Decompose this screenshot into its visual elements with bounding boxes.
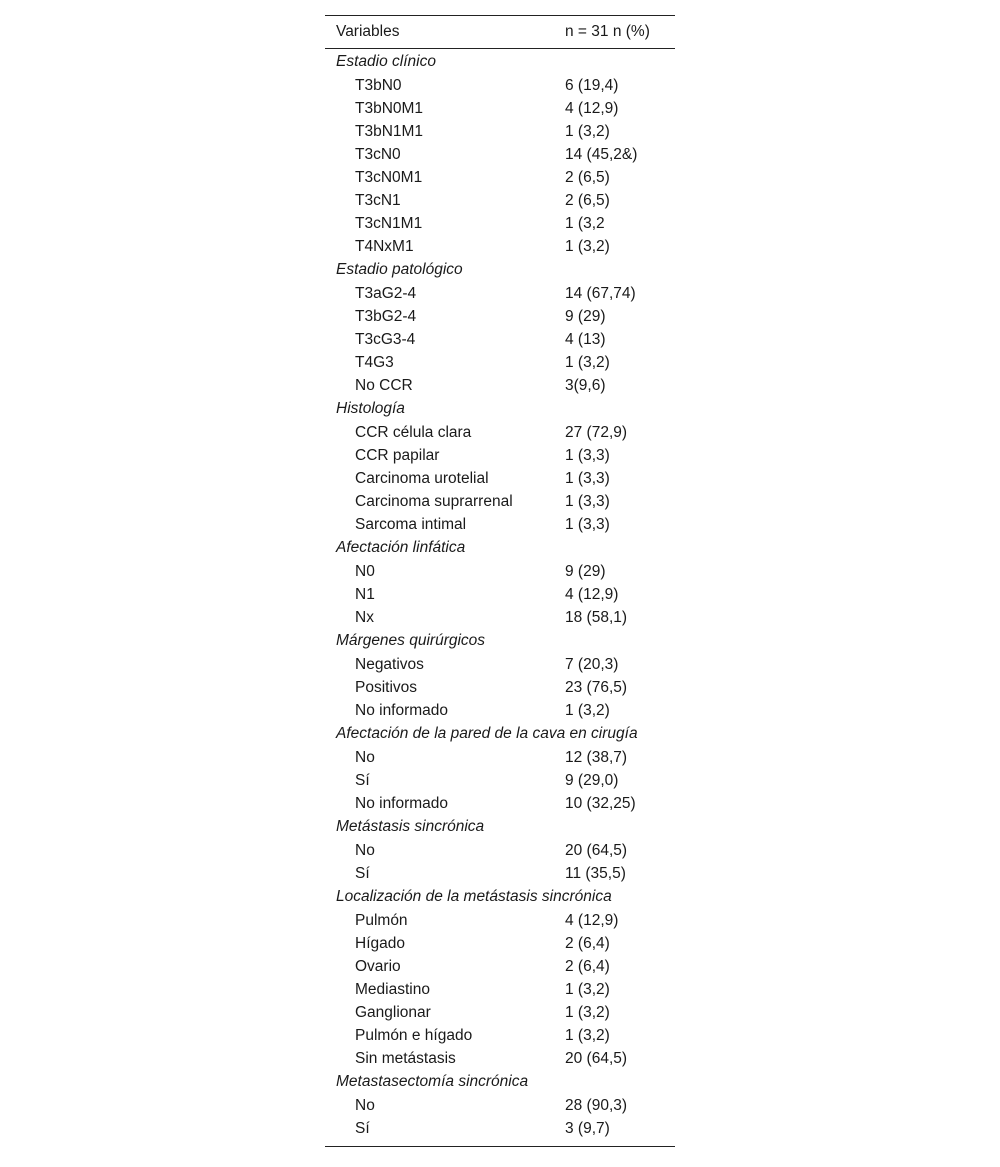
row-value: 1 (3,2) [565,354,610,371]
table-row [325,932,675,955]
table-row [325,189,675,212]
table-row [325,1001,675,1024]
row-label: T3bN0M1 [355,100,424,117]
table-row [325,212,675,235]
table-body [325,50,675,1140]
table-row [325,699,675,722]
row-value: 23 (76,5) [565,679,628,696]
row-label: T3cN0M1 [355,169,423,186]
header-count: n = 31 n (%) [565,23,650,40]
row-label: Sin metástasis [355,1050,456,1067]
table-section [325,885,675,1070]
table-row [325,676,675,699]
table-section [325,1070,675,1140]
row-value: 2 (6,5) [565,169,610,186]
row-value: 4 (12,9) [565,912,619,929]
table-section [325,258,675,397]
row-label: T3cN1 [355,192,401,209]
row-value: 20 (64,5) [565,1050,628,1067]
row-label: Hígado [355,935,405,952]
row-value: 1 (3,2) [565,238,610,255]
table-header [325,16,675,48]
section-title: Afectación linfática [336,539,466,556]
row-label: T3cG3-4 [355,331,416,348]
table-row [325,1117,675,1140]
row-value: 1 (3,2) [565,123,610,140]
row-value: 9 (29) [565,308,606,325]
table-section [325,722,675,815]
table-row [325,1024,675,1047]
row-label: N0 [355,563,375,580]
table-row [325,74,675,97]
table-row [325,839,675,862]
table-row [325,166,675,189]
row-value: 1 (3,2) [565,1027,610,1044]
row-label: Ganglionar [355,1004,431,1021]
table-row [325,235,675,258]
row-label: Mediastino [355,981,430,998]
row-label: T4G3 [355,354,394,371]
row-label: Sí [355,865,370,882]
table-row [325,97,675,120]
row-value: 4 (12,9) [565,100,619,117]
row-value: 3(9,6) [565,377,606,394]
row-value: 2 (6,4) [565,958,610,975]
row-label: Pulmón [355,912,408,929]
row-value: 11 (35,5) [565,865,626,882]
row-label: N1 [355,586,375,603]
row-value: 3 (9,7) [565,1120,610,1137]
row-value: 1 (3,2 [565,215,605,232]
row-label: T3aG2-4 [355,285,417,302]
table-row [325,467,675,490]
table-section [325,629,675,722]
row-value: 12 (38,7) [565,749,628,766]
row-label: CCR papilar [355,447,440,464]
table-row [325,328,675,351]
table-section [325,50,675,258]
row-label: Sí [355,772,370,789]
row-label: T3bN0 [355,77,402,94]
row-label: Carcinoma urotelial [355,470,489,487]
row-value: 1 (3,2) [565,981,610,998]
row-label: No informado [355,795,449,812]
row-label: No [355,749,375,766]
row-label: T4NxM1 [355,238,414,255]
table-row [325,653,675,676]
row-label: Ovario [355,958,401,975]
table-row [325,143,675,166]
row-label: Sí [355,1120,370,1137]
row-value: 1 (3,2) [565,1004,610,1021]
header-variables: Variables [336,23,400,40]
row-value: 20 (64,5) [565,842,628,859]
row-value: 1 (3,3) [565,493,610,510]
row-value: 1 (3,2) [565,702,610,719]
table-section [325,397,675,536]
row-label: T3bG2-4 [355,308,417,325]
data-table [325,15,675,1147]
row-value: 14 (45,2&) [565,146,638,163]
bottom-rule [325,1146,675,1147]
row-value: 9 (29) [565,563,606,580]
row-value: 2 (6,4) [565,935,610,952]
table-row [325,792,675,815]
table-row [325,560,675,583]
table-row [325,120,675,143]
table-row [325,746,675,769]
row-label: Pulmón e hígado [355,1027,473,1044]
table-row [325,513,675,536]
row-value: 1 (3,3) [565,516,610,533]
table-row [325,978,675,1001]
table-row [325,862,675,885]
section-title: Metástasis sincrónica [336,818,485,835]
row-label: Carcinoma suprarrenal [355,493,513,510]
table-row [325,444,675,467]
row-label: No [355,842,375,859]
row-label: No [355,1097,375,1114]
table-row [325,305,675,328]
table-row [325,374,675,397]
row-value: 28 (90,3) [565,1097,628,1114]
row-value: 27 (72,9) [565,424,628,441]
row-label: Negativos [355,656,424,673]
row-value: 2 (6,5) [565,192,610,209]
row-value: 9 (29,0) [565,772,619,789]
row-label: No informado [355,702,449,719]
table-row [325,1094,675,1117]
row-value: 18 (58,1) [565,609,628,626]
section-title: Estadio patológico [336,261,463,278]
row-label: Positivos [355,679,418,696]
table-row [325,583,675,606]
table-row [325,490,675,513]
row-value: 4 (12,9) [565,586,619,603]
row-value: 7 (20,3) [565,656,619,673]
row-value: 10 (32,25) [565,795,636,812]
table-section [325,536,675,629]
section-title: Histología [336,400,405,417]
row-label: CCR célula clara [355,424,472,441]
section-title: Localización de la metástasis sincrónica [336,888,612,905]
section-title: Márgenes quirúrgicos [336,632,486,649]
section-title: Afectación de la pared de la cava en cirugía [336,725,638,742]
table-row [325,909,675,932]
table-row [325,421,675,444]
row-label: T3bN1M1 [355,123,424,140]
row-label: T3cN1M1 [355,215,423,232]
section-title: Metastasectomía sincrónica [336,1073,529,1090]
table-row [325,282,675,305]
table-row [325,769,675,792]
row-value: 14 (67,74) [565,285,636,302]
row-value: 1 (3,3) [565,470,610,487]
table-row [325,955,675,978]
table-row [325,606,675,629]
row-value: 6 (19,4) [565,77,619,94]
row-value: 1 (3,3) [565,447,610,464]
table-section [325,815,675,885]
table-row [325,351,675,374]
section-title: Estadio clínico [336,53,436,70]
row-label: Nx [355,609,374,626]
row-label: Sarcoma intimal [355,516,467,533]
row-label: T3cN0 [355,146,401,163]
row-label: No CCR [355,377,413,394]
row-value: 4 (13) [565,331,606,348]
table-row [325,1047,675,1070]
